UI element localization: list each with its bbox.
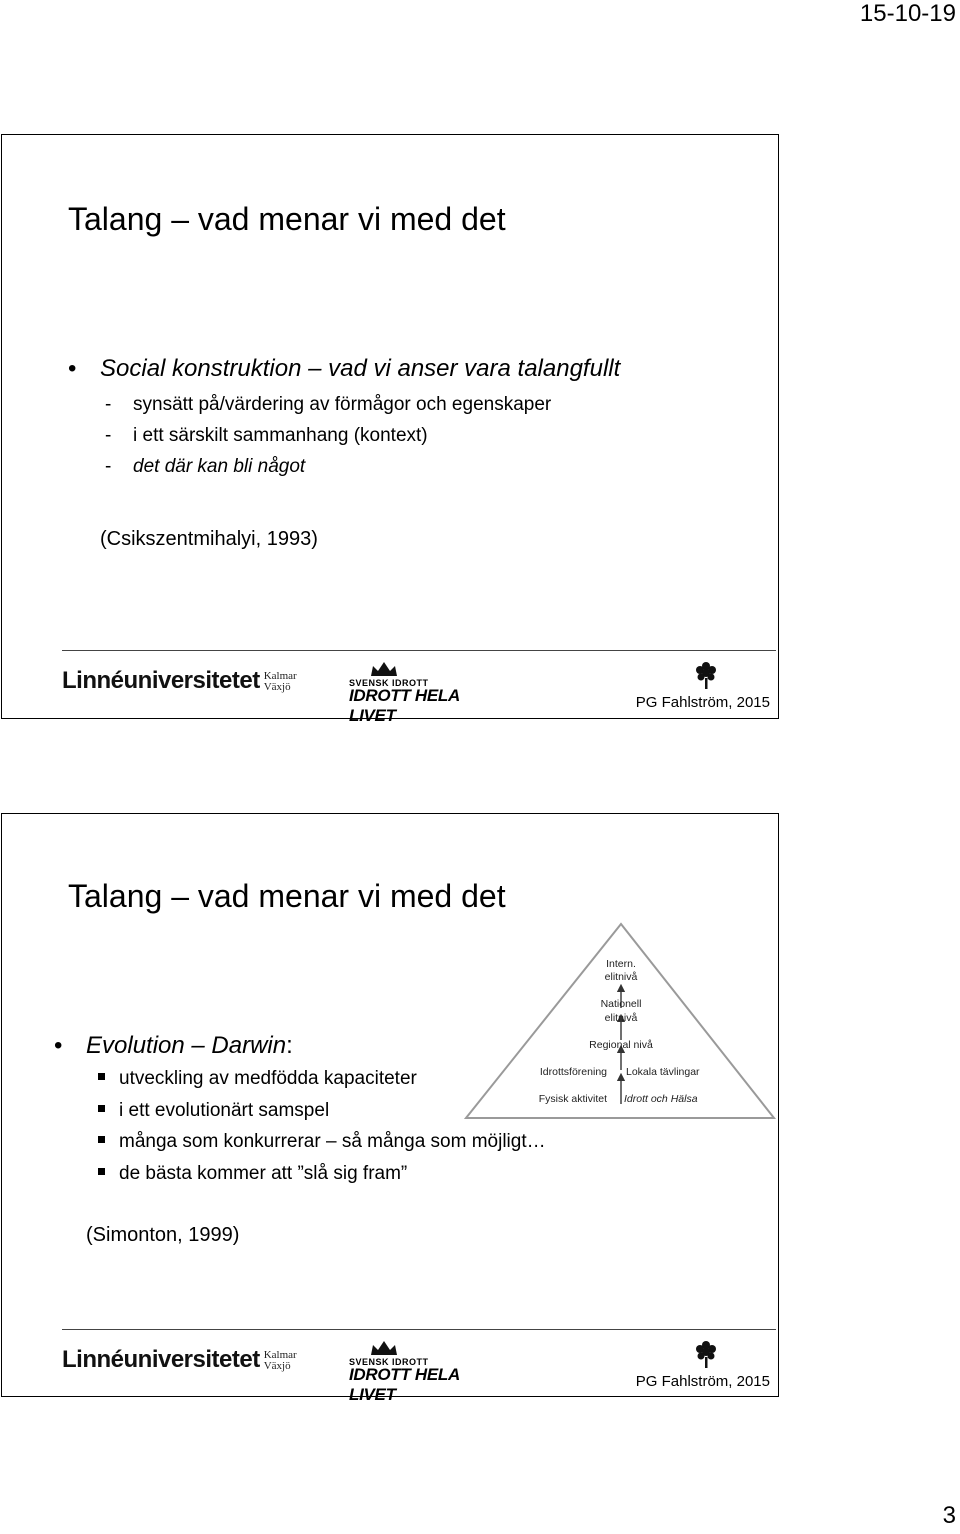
footer-divider (62, 650, 776, 651)
slide-2 (1, 813, 779, 1404)
square-bullet-icon (98, 1105, 105, 1112)
square-bullet-icon (98, 1136, 105, 1143)
list-item: utveckling av medfödda kapaciteter (98, 1063, 546, 1095)
pyramid-level-label: Idrott och Hälsa (624, 1093, 698, 1105)
citation: (Simonton, 1999) (86, 1224, 240, 1246)
page-number: 3 (942, 1502, 956, 1529)
list-item: - synsätt på/värdering av förmågor och egenskaper (105, 394, 552, 415)
square-bullet-icon (98, 1073, 105, 1080)
page-date: 15-10-19 (859, 0, 956, 27)
pyramid-level-label: Lokala tävlingar (626, 1066, 700, 1078)
slide-1 (1, 134, 779, 725)
bullet-dot: • (68, 355, 77, 382)
tree-icon (694, 660, 718, 690)
footer-divider (62, 1329, 776, 1330)
pyramid-level-label: Intern. (606, 958, 636, 970)
list-item: i ett evolutionärt samspel (98, 1095, 546, 1127)
list-item: - det där kan bli något (105, 456, 306, 477)
crown-icon (369, 660, 399, 678)
list-item: - i ett särskilt sammanhang (kontext) (105, 425, 428, 446)
square-bullet-icon (98, 1168, 105, 1175)
bullet-dot: • (54, 1032, 63, 1059)
pyramid-level-label: Fysisk aktivitet (538, 1093, 607, 1105)
bullet-text: Evolution – Darwin (86, 1032, 287, 1059)
linnaeus-university-logo: Linnéuniversitetet Kalmar Växjö (62, 667, 297, 694)
sub-list (105, 389, 551, 482)
pyramid-level-label: elitnivå (604, 1012, 638, 1024)
slide-title: Talang – vad menar vi med det (68, 201, 506, 237)
idrott-hela-livet-logo: SVENSK IDROTT IDROTT HELA LIVET (349, 1339, 499, 1385)
pyramid-level-label: elitnivå (604, 971, 638, 983)
pyramid-level-label: Regional nivå (589, 1039, 653, 1051)
linnaeus-university-logo: Linnéuniversitetet Kalmar Växjö (62, 1346, 297, 1373)
citation: (Csikszentmihalyi, 1993) (100, 528, 318, 550)
bullet-text: Social konstruktion – vad vi anser vara talangfullt (100, 355, 621, 382)
idrott-hela-livet-logo: SVENSK IDROTT IDROTT HELA LIVET (349, 660, 499, 706)
author-credit: PG Fahlström, 2015 (635, 694, 770, 711)
pyramid-diagram (464, 922, 778, 1122)
list-item: många som konkurrerar – så många som möjligt… (98, 1126, 546, 1158)
pyramid-level-label: Idrottsförening (539, 1066, 607, 1078)
crown-icon (369, 1339, 399, 1357)
pyramid-level-label: Nationell (600, 998, 642, 1010)
tree-icon (694, 1339, 718, 1369)
slide-title: Talang – vad menar vi med det (68, 878, 506, 914)
main-bullet (68, 355, 620, 383)
main-bullet: • Evolution – Darwin: (54, 1032, 293, 1059)
list-item: de bästa kommer att ”slå sig fram” (98, 1158, 546, 1190)
author-credit: PG Fahlström, 2015 (635, 1373, 770, 1390)
